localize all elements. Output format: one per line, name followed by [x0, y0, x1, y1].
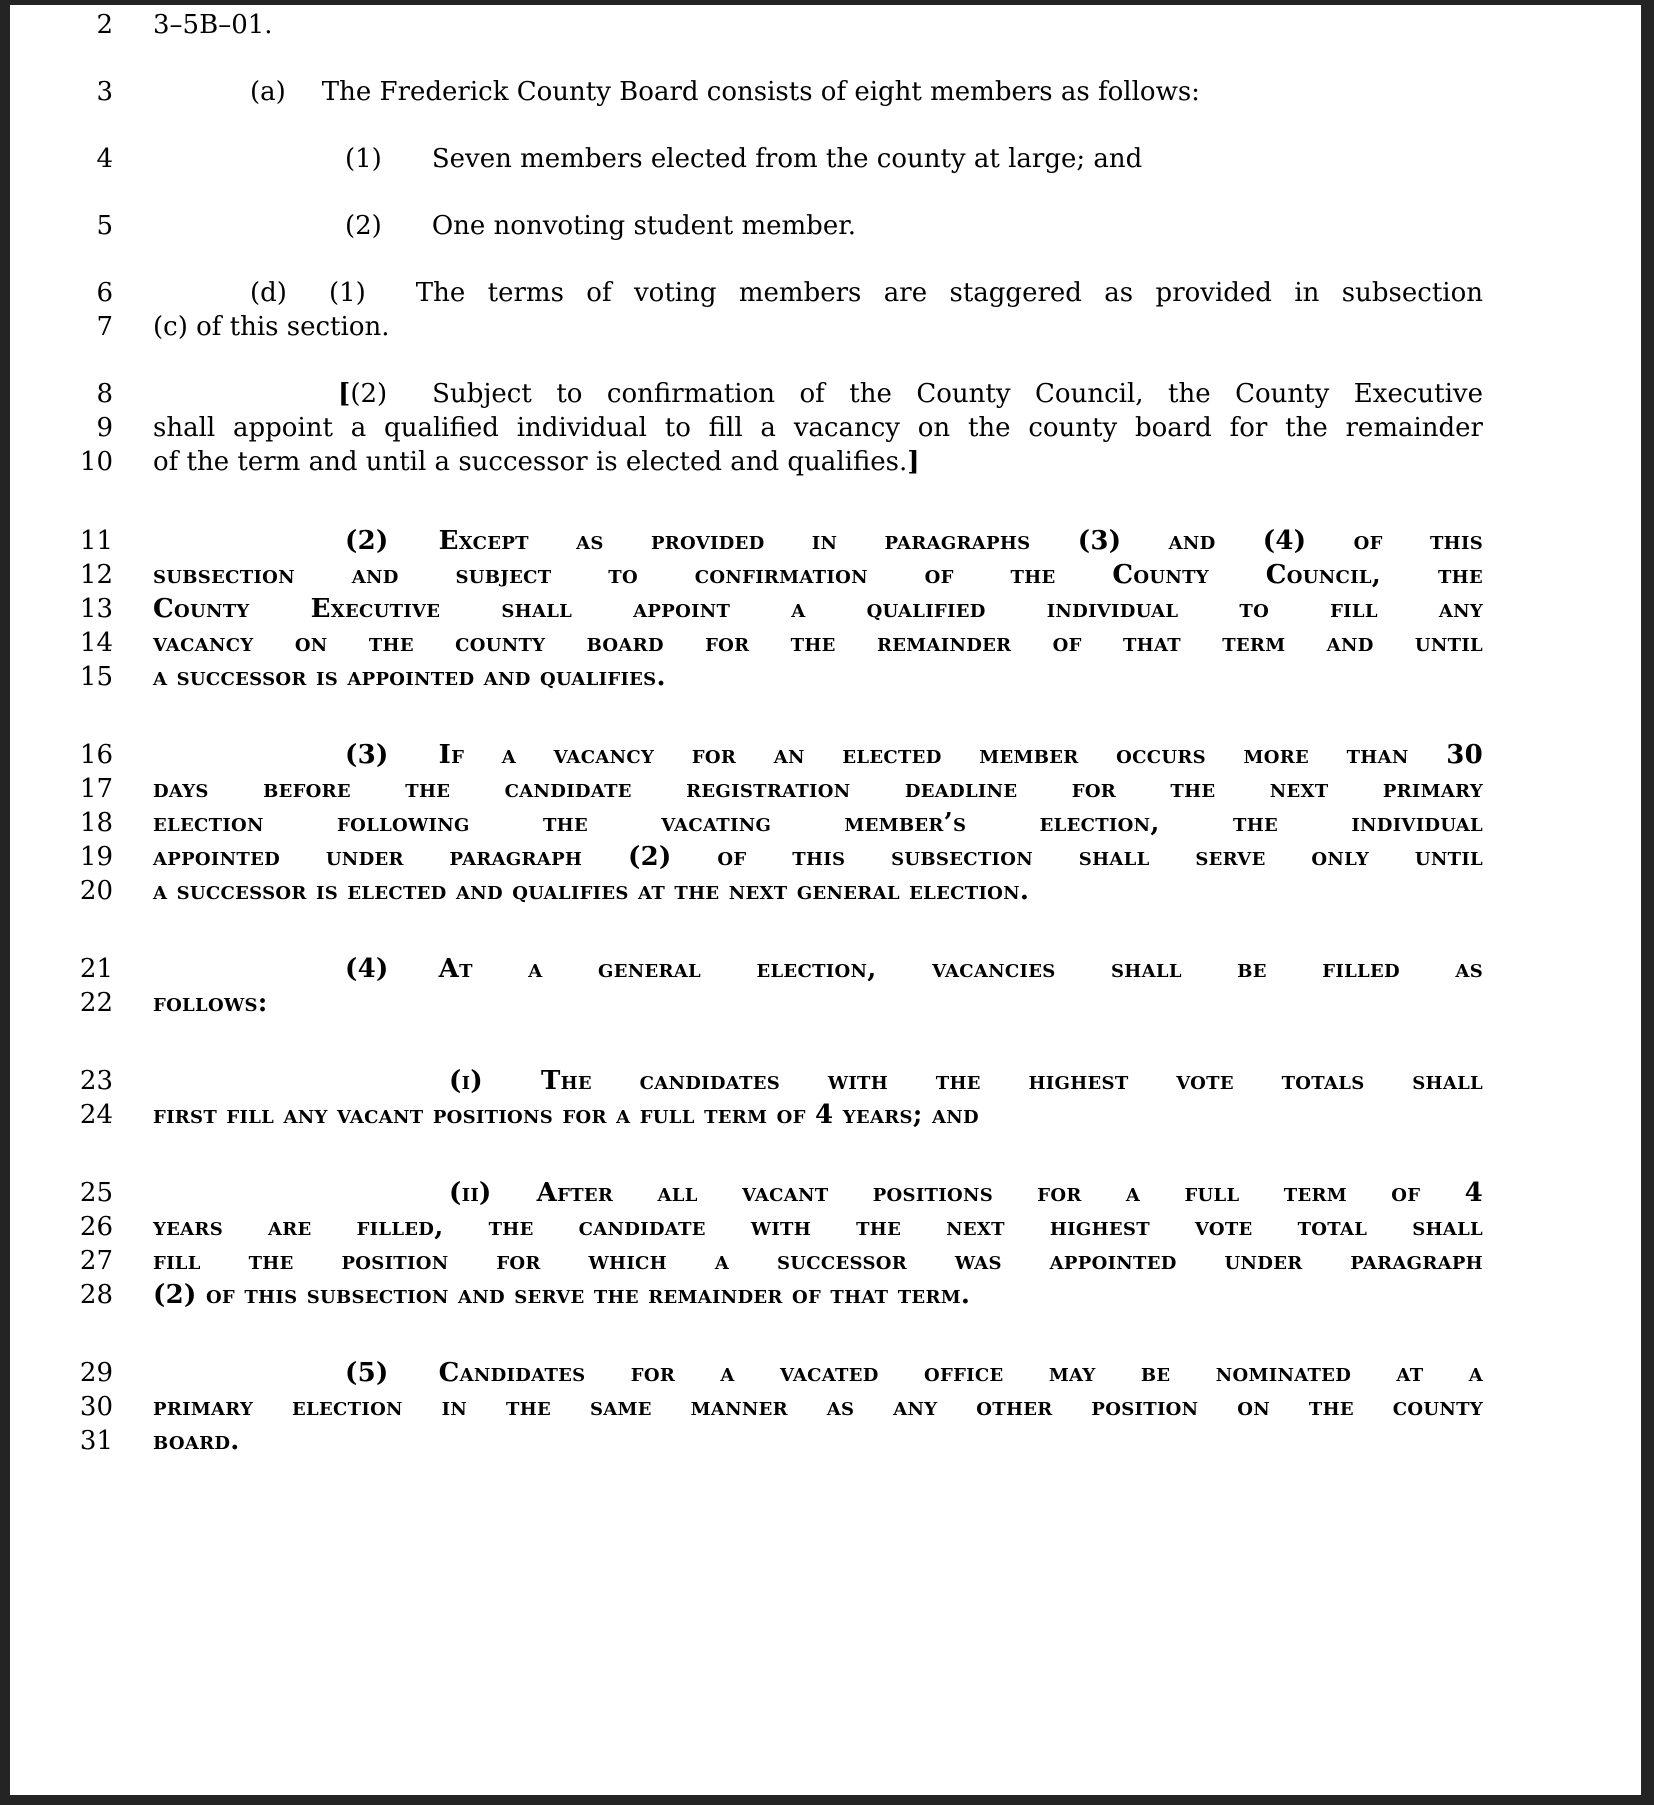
line-number: 16	[79, 740, 113, 770]
line-number: 22	[79, 988, 113, 1018]
tab-spacer	[153, 548, 345, 549]
line-number: 25	[79, 1178, 113, 1208]
tab-spacer	[389, 548, 439, 549]
text-segment: appointed under paragraph (2) of this subsection shall serve only until	[153, 842, 1483, 872]
document-line	[10, 1064, 1641, 1098]
line-text	[153, 1356, 1483, 1390]
text-segment: Seven members elected from the county at large; and	[431, 144, 1143, 174]
line-text	[153, 411, 1483, 445]
tab-spacer	[389, 762, 439, 763]
text-segment: (i)	[449, 1066, 483, 1096]
document-line	[10, 1278, 1641, 1312]
line-text	[153, 1424, 1483, 1458]
document-line	[10, 772, 1641, 806]
text-segment: Subject to confirmation of the County Council, the County Executive	[432, 379, 1483, 409]
line-number: 13	[79, 594, 113, 624]
text-segment: shall appoint a qualified individual to fill a vacancy on the county board for the remainder	[153, 413, 1483, 443]
text-segment: (d)	[250, 278, 287, 308]
tab-spacer	[366, 300, 416, 301]
tab-spacer	[153, 762, 345, 763]
text-segment: The terms of voting members are staggered as provided in subsection	[415, 278, 1483, 308]
tab-spacer	[153, 401, 338, 402]
line-text	[153, 1210, 1483, 1244]
line-number: 3	[96, 77, 113, 107]
document-line	[10, 276, 1641, 310]
line-number: 23	[79, 1066, 113, 1096]
document-line	[10, 806, 1641, 840]
line-number: 19	[79, 842, 113, 872]
text-segment: a successor is appointed and qualifies.	[153, 662, 666, 692]
text-segment: After all vacant positions for a full term of 4	[536, 1178, 1483, 1208]
tab-spacer	[153, 1200, 449, 1201]
text-segment: a successor is elected and qualifies at the next general election.	[153, 876, 1030, 906]
line-number: 18	[79, 808, 113, 838]
line-number: 9	[96, 413, 113, 443]
text-segment: Except as provided in paragraphs (3) and (4) of this	[438, 526, 1483, 556]
line-number: 10	[79, 447, 113, 477]
tab-spacer	[153, 976, 345, 977]
line-number: 7	[96, 312, 113, 342]
line-text	[153, 524, 1483, 558]
line-number: 27	[79, 1246, 113, 1276]
document-line	[10, 1176, 1641, 1210]
line-number: 6	[96, 278, 113, 308]
text-segment: primary election in the same manner as any other position on the county	[153, 1392, 1483, 1422]
document-line	[10, 952, 1641, 986]
text-segment: One nonvoting student member.	[431, 211, 857, 241]
line-number: 11	[79, 526, 113, 556]
line-text	[153, 840, 1483, 874]
line-text	[153, 142, 1483, 176]
document-line	[10, 558, 1641, 592]
text-segment: At a general election, vacancies shall be filled as	[438, 954, 1483, 984]
line-text	[153, 1064, 1483, 1098]
line-text	[153, 1244, 1483, 1278]
line-text	[153, 806, 1483, 840]
text-segment: board.	[153, 1426, 240, 1456]
line-text	[153, 626, 1483, 660]
text-segment: of the term and until a successor is elected and qualifies.	[153, 447, 908, 477]
tab-spacer	[492, 1200, 537, 1201]
line-number: 8	[96, 379, 113, 409]
document-line	[10, 142, 1641, 176]
document-line	[10, 524, 1641, 558]
text-segment: The candidates with the highest vote totals shall	[540, 1066, 1483, 1096]
line-text	[153, 874, 1483, 908]
line-number: 30	[79, 1392, 113, 1422]
line-number: 21	[79, 954, 113, 984]
document-line	[10, 8, 1641, 42]
text-segment: ]	[907, 447, 920, 477]
document-line	[10, 445, 1641, 479]
tab-spacer	[153, 233, 345, 234]
tab-spacer	[153, 300, 250, 301]
document-line	[10, 1356, 1641, 1390]
document-line	[10, 209, 1641, 243]
line-text	[153, 75, 1483, 109]
document-page	[10, 5, 1641, 1795]
tab-spacer	[153, 1088, 449, 1089]
document-line	[10, 1210, 1641, 1244]
document-line	[10, 310, 1641, 344]
line-text	[153, 738, 1483, 772]
tab-spacer	[382, 166, 432, 167]
line-text	[153, 952, 1483, 986]
document-line	[10, 1244, 1641, 1278]
document-line	[10, 377, 1641, 411]
text-segment: (2) of this subsection and serve the remainder of that term.	[153, 1280, 971, 1310]
document-line	[10, 1390, 1641, 1424]
line-text	[153, 660, 1483, 694]
text-segment: years are filled, the candidate with the next highest vote total shall	[153, 1212, 1483, 1242]
tab-spacer	[287, 300, 329, 301]
text-segment: (1)	[345, 144, 382, 174]
line-text	[153, 1098, 1483, 1132]
document-line	[10, 1424, 1641, 1458]
text-segment: follows:	[153, 988, 268, 1018]
text-segment: Candidates for a vacated office may be nominated at a	[438, 1358, 1483, 1388]
line-number: 14	[79, 628, 113, 658]
line-text	[153, 8, 1483, 42]
document-line	[10, 75, 1641, 109]
tab-spacer	[483, 1088, 541, 1089]
line-number: 24	[79, 1100, 113, 1130]
line-number: 20	[79, 876, 113, 906]
document-line	[10, 738, 1641, 772]
document-lines	[10, 8, 1641, 1458]
text-segment: 3–5B–01.	[153, 10, 273, 40]
text-segment: election following the vacating member’s election, the individual	[153, 808, 1483, 838]
text-segment: first fill any vacant positions for a full term of 4 years; and	[153, 1100, 979, 1130]
line-text	[153, 592, 1483, 626]
tab-spacer	[153, 166, 345, 167]
line-number: 28	[79, 1280, 113, 1310]
document-line	[10, 1098, 1641, 1132]
line-text	[153, 1176, 1483, 1210]
tab-spacer	[389, 1380, 439, 1381]
line-number: 17	[79, 774, 113, 804]
text-segment: (3)	[345, 740, 389, 770]
line-text	[153, 558, 1483, 592]
line-number: 31	[79, 1426, 113, 1456]
document-line	[10, 626, 1641, 660]
text-segment: (4)	[345, 954, 389, 984]
document-line	[10, 411, 1641, 445]
document-line	[10, 660, 1641, 694]
line-text	[153, 986, 1483, 1020]
line-text	[153, 772, 1483, 806]
text-segment: If a vacancy for an elected member occurs more than 30	[438, 740, 1483, 770]
tab-spacer	[387, 401, 432, 402]
text-segment: (ii)	[449, 1178, 492, 1208]
text-segment: The Frederick County Board consists of eight members as follows:	[321, 77, 1200, 107]
document-line	[10, 986, 1641, 1020]
line-number: 5	[96, 211, 113, 241]
tab-spacer	[153, 99, 250, 100]
text-segment: fill the position for which a successor was appointed under paragraph	[153, 1246, 1483, 1276]
text-segment: (5)	[345, 1358, 389, 1388]
text-segment: (2)	[345, 211, 382, 241]
text-segment: vacancy on the county board for the remainder of that term and until	[153, 628, 1483, 658]
text-segment: (a)	[250, 77, 286, 107]
line-text	[153, 1390, 1483, 1424]
line-number: 4	[96, 144, 113, 174]
text-segment: (1)	[328, 278, 366, 308]
document-line	[10, 840, 1641, 874]
text-segment: [	[338, 379, 351, 409]
line-text	[153, 1278, 1483, 1312]
line-text	[153, 377, 1483, 411]
document-line	[10, 874, 1641, 908]
tab-spacer	[286, 99, 322, 100]
text-segment: days before the candidate registration deadline for the next primary	[153, 774, 1483, 804]
text-segment: (2)	[345, 526, 389, 556]
text-segment: (c) of this section.	[153, 312, 390, 342]
text-segment: County Executive shall appoint a qualified individual to fill any	[153, 594, 1483, 624]
line-number: 15	[79, 662, 113, 692]
tab-spacer	[153, 1380, 345, 1381]
line-text	[153, 209, 1483, 243]
text-segment: (2)	[350, 379, 388, 409]
line-text	[153, 276, 1483, 310]
line-number: 29	[79, 1358, 113, 1388]
line-number: 12	[79, 560, 113, 590]
line-text	[153, 445, 1483, 479]
text-segment: subsection and subject to confirmation of the County Council, the	[153, 560, 1483, 590]
document-line	[10, 592, 1641, 626]
line-number: 26	[79, 1212, 113, 1242]
line-number: 2	[96, 10, 113, 40]
tab-spacer	[389, 976, 439, 977]
line-text	[153, 310, 1483, 344]
tab-spacer	[382, 233, 432, 234]
